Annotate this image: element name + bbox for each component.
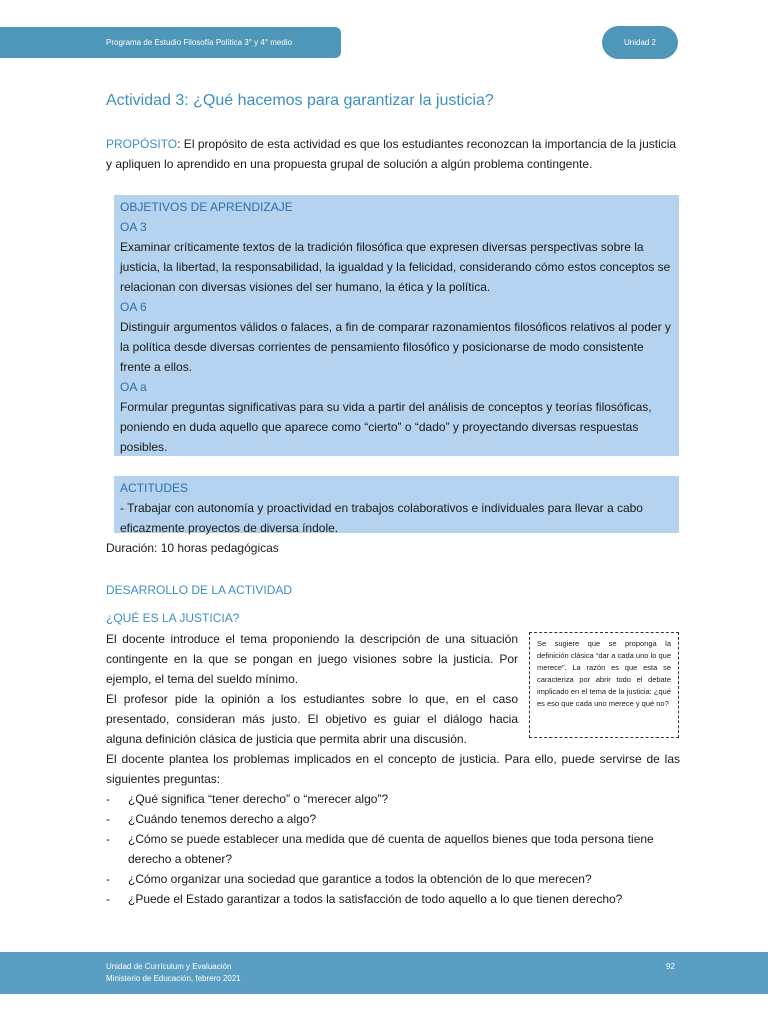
purpose-paragraph — [106, 134, 680, 174]
paragraph: El profesor pide la opinión a los estudiantes sobre lo que, en el caso presentado, consideran más justo. El objetivo es guiar el diálogo hacia alguna definición clásica de justicia que permita abrir una discusión. — [106, 692, 518, 746]
purpose-text: : El propósito de esta actividad es que los estudiantes reconozcan la importancia de la justicia y apliquen lo aprendido en una propuesta grupal de solución a algún problema contingente. — [106, 137, 677, 171]
list-item: - ¿Cómo se puede establecer una medida que dé cuenta de aquellos bienes que toda persona tiene derecho a obtener? — [106, 829, 680, 869]
paragraph: El docente introduce el tema proponiendo la descripción de una situación contingente en la que se pongan en juego visiones sobre la justicia. Por ejemplo, el tema del sueldo mínimo. — [106, 632, 518, 686]
list-item: - ¿Qué significa “tener derecho” o “merecer algo”? — [106, 789, 680, 809]
page-title: Actividad 3: ¿Qué hacemos para garantizar la justicia? — [106, 92, 494, 109]
duration-text: Duración: 10 horas pedagógicas — [106, 541, 279, 555]
questions-list — [106, 789, 680, 909]
objective-code: OA 3 — [120, 220, 147, 234]
development-heading: DESARROLLO DE LA ACTIVIDAD — [106, 583, 293, 597]
footer-bar — [0, 952, 768, 994]
unit-badge-text: Unidad 2 — [623, 38, 657, 47]
footer-unit: Unidad de Currículum y Evaluación — [106, 962, 232, 971]
objectives-box — [114, 195, 679, 456]
page-number: 92 — [666, 962, 675, 971]
attitudes-heading: ACTITUDES — [120, 481, 189, 495]
paragraph: El docente plantea los problemas implicados en el concepto de justicia. Para ello, puede servirse de las siguientes preguntas: — [106, 752, 680, 786]
attitudes-box — [114, 476, 679, 533]
list-item: - ¿Cómo organizar una sociedad que garantice a todos la obtención de lo que merecen? — [106, 869, 680, 889]
objective-text: Formular preguntas significativas para su vida a partir del análisis de conceptos y teorías filosóficas, poniendo en duda aquello que aparece como “cierto” o “dado” y proyectando diversas respuestas posibles. — [120, 400, 652, 454]
objectives-heading: OBJETIVOS DE APRENDIZAJE — [120, 200, 293, 214]
objective-text: Distinguir argumentos válidos o falaces, a fin de comparar razonamientos filosóficos relativos al poder y la política desde diversas corrientes de pensamiento filosófico y posicionarse de modo consistente frente a ellos. — [120, 320, 671, 374]
list-item: - ¿Puede el Estado garantizar a todos la satisfacción de todo aquello a lo que tienen derecho? — [106, 889, 680, 909]
unit-badge — [602, 26, 678, 59]
header-program-bar — [0, 27, 341, 58]
development-body — [106, 629, 518, 749]
footer-ministry: Ministerio de Educación, febrero 2021 — [106, 974, 241, 983]
side-note-box: Se sugiere que se proponga la definición clásica “dar a cada uno lo que merece”. La razón es que esta se caracteriza por abrir todo el debate implicado en el tema de la justicia: ¿qué es eso que cada uno merece y qué no? — [529, 632, 679, 738]
objective-text: Examinar críticamente textos de la tradición filosófica que expresen diversas perspectivas sobre la justicia, la libertad, la responsabilidad, la igualdad y la felicidad, considerando cómo estos conceptos se relacionan con diversas visiones del ser humano, la ética y la política. — [120, 240, 671, 294]
header-program-text: Programa de Estudio Filosofía Política 3° y 4° medio — [106, 38, 293, 47]
objective-code: OA a — [120, 380, 147, 394]
objective-code: OA 6 — [120, 300, 147, 314]
justice-subheading: ¿QUÉ ES LA JUSTICIA? — [106, 611, 240, 625]
list-item: - ¿Cuándo tenemos derecho a algo? — [106, 809, 680, 829]
attitudes-text: - Trabajar con autonomía y proactividad en trabajos colaborativos e individuales para llevar a cabo eficazmente proyectos de diversa índole. — [120, 501, 643, 535]
purpose-label: PROPÓSITO — [106, 137, 178, 151]
